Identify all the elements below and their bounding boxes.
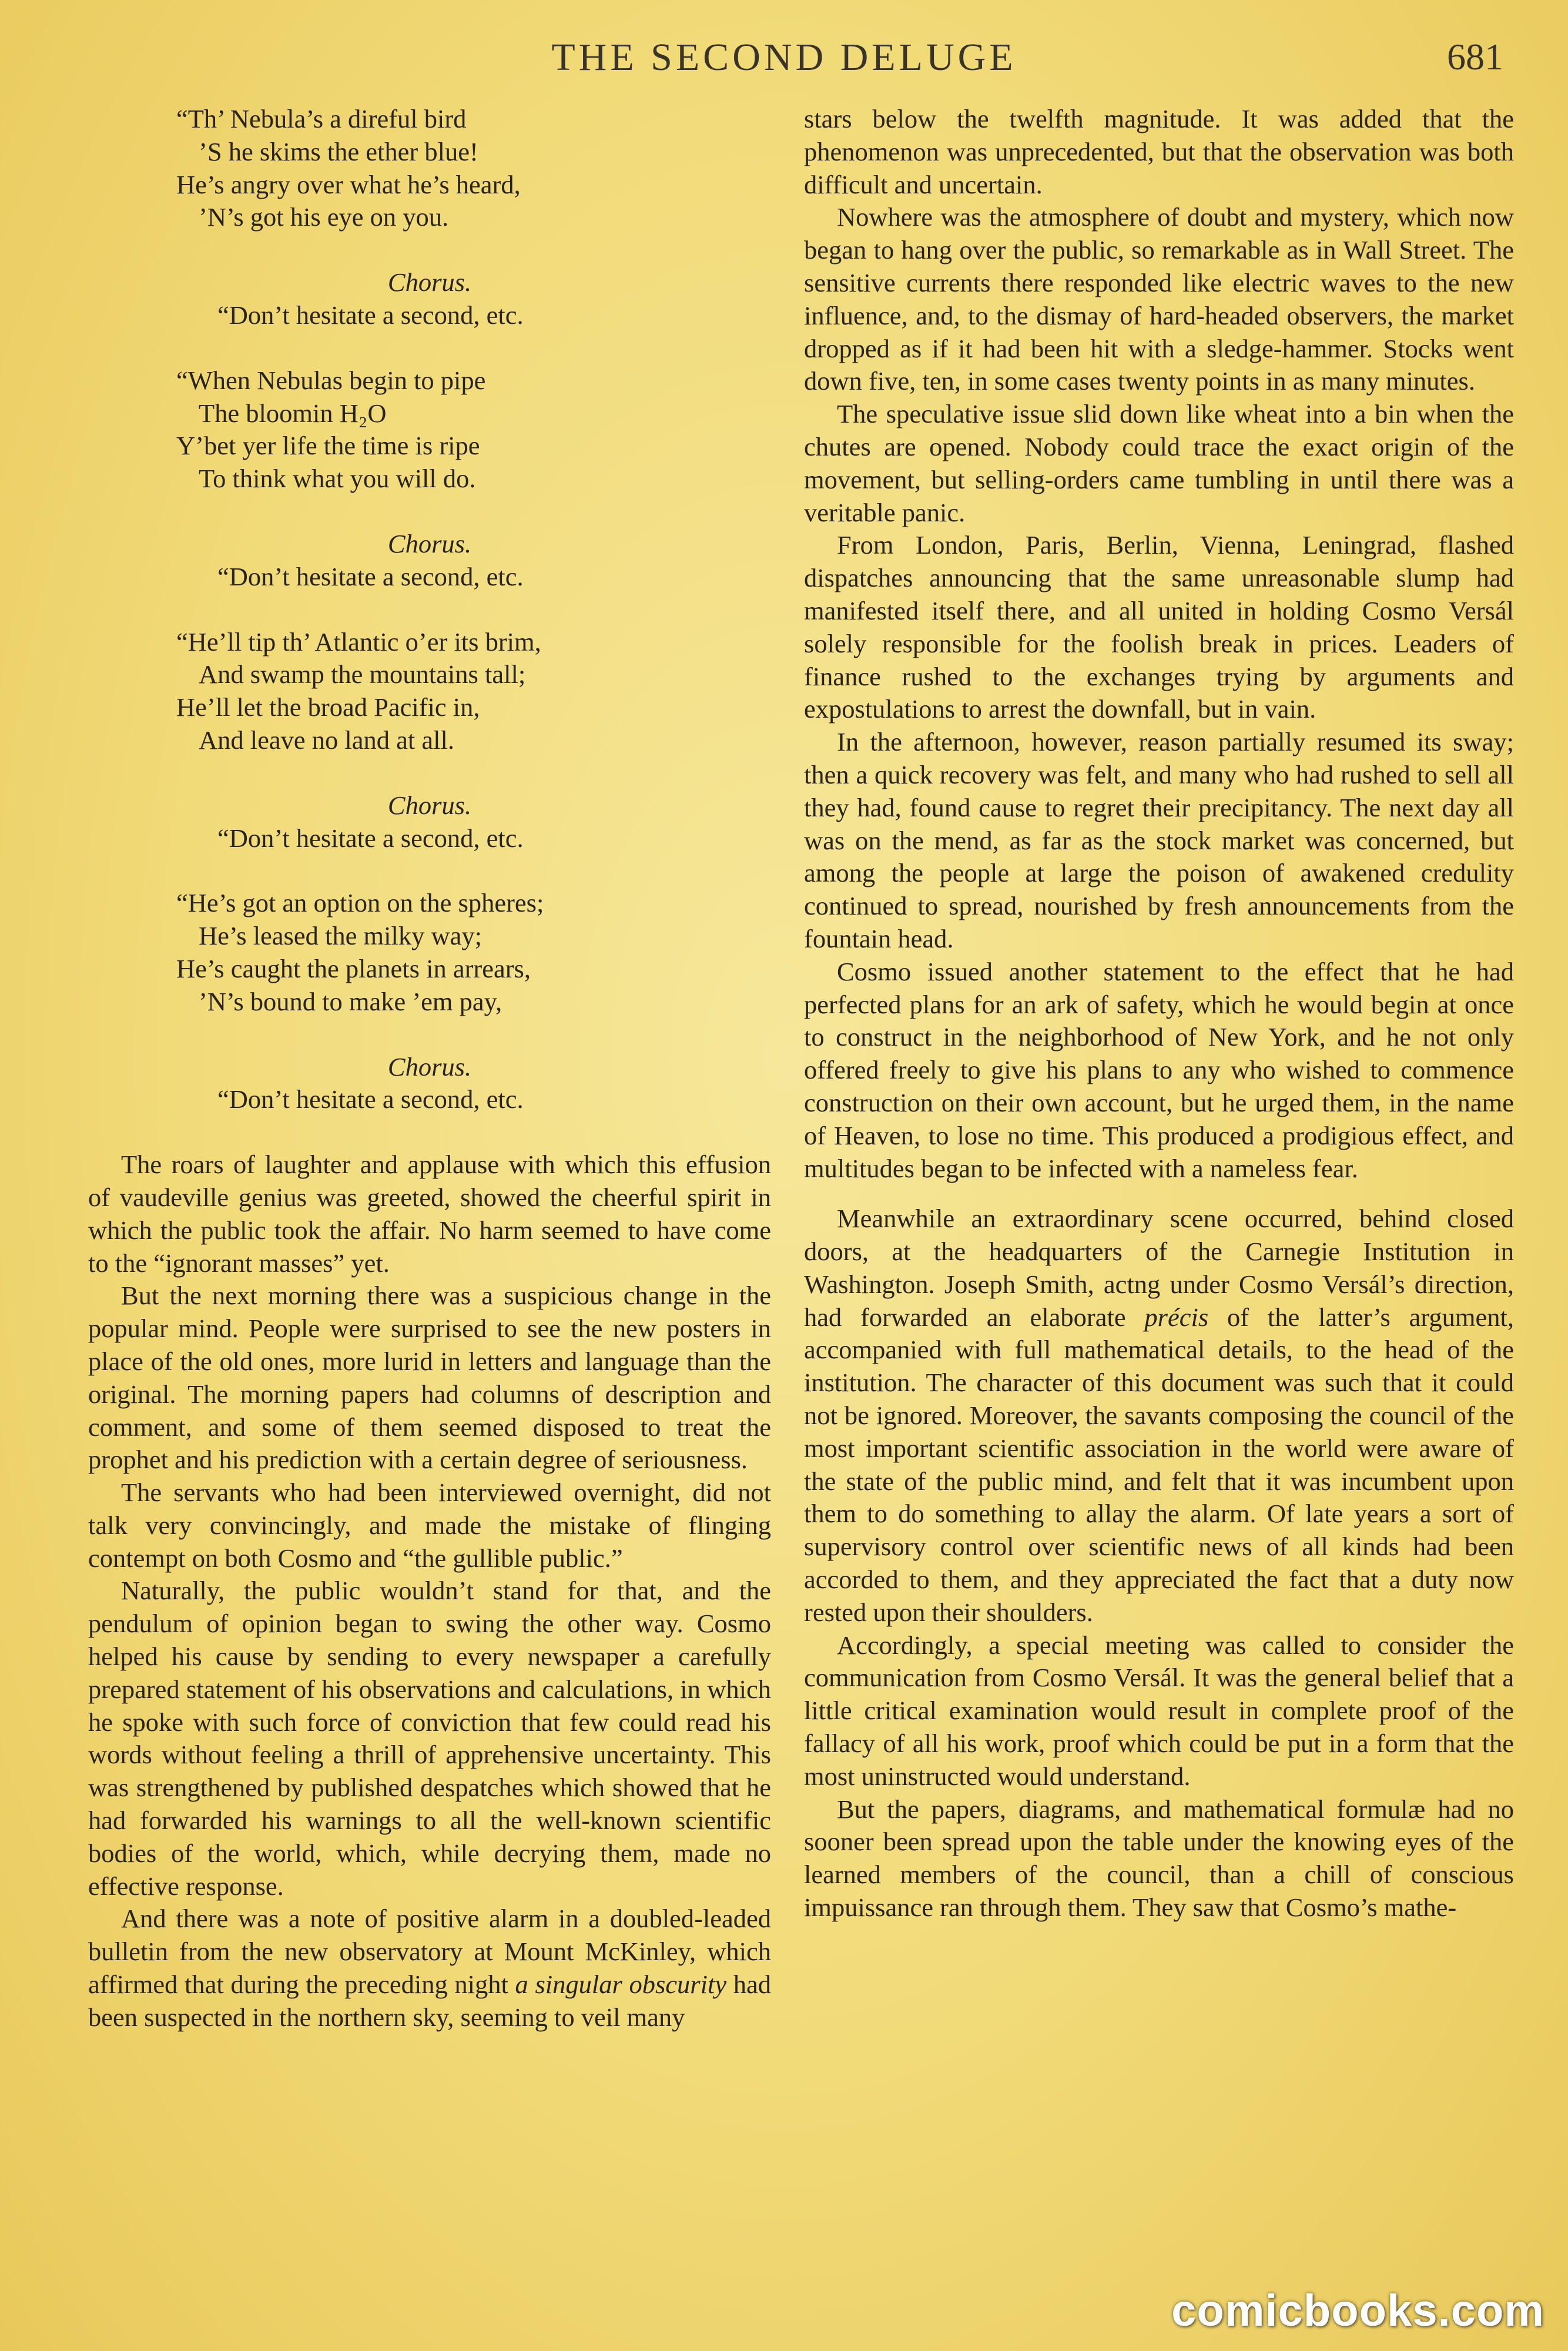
paragraph: The servants who had been interviewed overnight, did not talk very convincingly, and made the mistake of flinging contempt on both Cosmo and “the gullible public.” <box>88 1478 771 1573</box>
poem-verse <box>176 887 764 1018</box>
poem-line: Y’bet yer life the time is ripe <box>176 431 480 461</box>
paragraph: The roars of laughter and applause with which this effusion of vaudeville genius was greeted, showed the cheerful spirit in which the public took the affair. No harm seemed to have come to the “ignorant masses” yet. <box>88 1150 771 1278</box>
poem-line: “When Nebulas begin to pipe <box>176 365 486 395</box>
left-prose <box>88 1148 771 1903</box>
chorus-line: “Don’t hesitate a second, etc. <box>217 561 524 591</box>
running-title: THE SECOND DELUGE <box>551 36 1017 79</box>
paragraph-continuation: stars below the twelfth magnitude. It was added that the phenomenon was unprecedented, but that the observation was both difficult and uncertain. <box>804 104 1514 199</box>
poem-line: To think what you will do. <box>199 464 476 494</box>
chorus-line: “Don’t hesitate a second, etc. <box>217 300 524 330</box>
poem-line: “Th’ Nebula’s a direful bird <box>176 104 467 133</box>
poem-line: He’ll let the broad Pacific in, <box>176 692 480 722</box>
poem-line: “He’ll tip th’ Atlantic o’er its brim, <box>176 627 541 657</box>
page-number: 681 <box>1447 36 1503 78</box>
poem-line: And leave no land at all. <box>199 725 454 755</box>
poem-line: The bloomin H₂O <box>199 398 387 428</box>
paragraph: But the papers, diagrams, and mathematical formulæ had no sooner been spread upon the table under the knowing eyes of the learned members of the council, than a chill of conscious impuissance ran through them. They saw that Cosmo’s mathe- <box>804 1794 1514 1923</box>
paragraph: But the next morning there was a suspicious change in the popular mind. People were surprised to see the new posters in place of the old ones, more lurid in letters and language than the original. The morning papers had columns of description and comment, and some of them seemed disposed to treat the prophet and his prediction with a certain degree of seriousness. <box>88 1281 771 1475</box>
poem-line: ’N’s got his eye on you. <box>199 202 449 232</box>
poem-line: He’s leased the milky way; <box>199 921 482 951</box>
paragraph-bulletin: And there was a note of positive alarm in a doubled-leaded bulletin from the new observatory at Mount McKinley, which affirmed that during the preceding night a singular obscurity had been suspected in the northern sky, seeming to veil many <box>88 1904 771 2032</box>
chorus-label: Chorus. <box>387 528 472 558</box>
left-column <box>88 103 771 2034</box>
paragraph: The speculative issue slid down like wheat into a bin when the chutes are opened. Nobody could trace the exact origin of the movement, but selling-orders came tumbling in until there was a veritable panic. <box>804 399 1514 527</box>
poem-line: ’S he skims the ether blue! <box>199 136 478 166</box>
poem-line: And swamp the mountains tall; <box>199 659 526 689</box>
right-prose-b <box>804 1629 1514 1924</box>
watermark-logo: comicbooks.com <box>1171 2286 1544 2336</box>
paragraph: From London, Paris, Berlin, Vienna, Leningrad, flashed dispatches announcing that the same unreasonable slump had manifested itself there, and all united in holding Cosmo Versál solely responsible for the foolish break in prices. Leaders of finance rushed to the exchanges trying by arguments and expostulations to arrest the downfall, but in vain. <box>804 530 1514 724</box>
paragraph: Accordingly, a special meeting was called to consider the communication from Cosmo Versál. It was the general belief that a little critical examination would result in complete proof of the fallacy of all his work, proof which could be put in a form that the most uninstructed would understand. <box>804 1630 1514 1791</box>
right-prose-a <box>804 201 1514 1185</box>
paragraph-precis: Meanwhile an extraordinary scene occurred, behind closed doors, at the headquarters of the Carnegie Institution in Washington. Joseph Smith, actng under Cosmo Versál’s direction, had forwarded an elaborate précis of the latter’s argument, accompanied with full mathematical details, to the head of the institution. The character of this document was such that it could not be ignored. Moreover, the savants composing the council of the most important scientific association in the world were aware of the state of the public mind, and felt that it was incumbent upon them to do something to allay the alarm. Of late years a sort of supervisory control over scientific news of all kinds had been accorded to them, and they appreciated the fact that a duty now rested upon their shoulders. <box>804 1204 1514 1627</box>
paragraph: Nowhere was the atmosphere of doubt and mystery, which now began to hang over the public, so remarkable as in Wall Street. The sensitive currents there responded like electric waves to the new influence, and, to the dismay of hard-headed observers, the market dropped as if it had been hit with a sledge-hammer. Stocks went down five, ten, in some cases twenty points in as many minutes. <box>804 202 1514 396</box>
chorus-line: “Don’t hesitate a second, etc. <box>217 1084 524 1114</box>
chorus-label: Chorus. <box>387 267 472 297</box>
poem <box>176 103 764 1116</box>
paragraph: In the afternoon, however, reason partially resumed its sway; then a quick recovery was felt, and many who had rushed to sell all they had, found cause to regret their precipitancy. The next day all was on the mend, as far as the stock market was concerned, but among the people at large the poison of awakened credulity continued to spread, nourished by fresh announcements from the fountain head. <box>804 727 1514 953</box>
chorus-line: “Don’t hesitate a second, etc. <box>217 823 524 853</box>
poem-line: He’s caught the planets in arrears, <box>176 953 531 983</box>
chorus-label: Chorus. <box>387 790 472 820</box>
poem-line: ’N’s bound to make ’em pay, <box>199 986 502 1016</box>
paragraph: Cosmo issued another statement to the effect that he had perfected plans for an ark of safety, which he would begin at once to construct in the neighborhood of New York, and he not only offered freely to give his plans to any who wished to commence construction on their own account, but he urged them, in the name of Heaven, to lose no time. This produced a prodigious effect, and multitudes began to be infected with a nameless fear. <box>804 956 1514 1183</box>
poem-line: “He’s got an option on the spheres; <box>176 888 544 918</box>
poem-verse <box>176 364 764 495</box>
right-column <box>804 103 1514 1924</box>
paragraph: Naturally, the public wouldn’t stand for that, and the pendulum of opinion began to swing the other way. Cosmo helped his cause by sending to every newspaper a carefully prepared statement of his observations and calculations, in which he spoke with such force of conviction that few could read his words without feeling a thrill of apprehensive uncertainty. This was strengthened by published despatches which showed that he had forwarded his warnings to all the well-known scientific bodies of the world, which, while decrying them, made no effective response. <box>88 1576 771 1901</box>
poem-verse <box>176 103 764 234</box>
poem-verse <box>176 626 764 757</box>
poem-line: He’s angry over what he’s heard, <box>176 169 521 199</box>
page-header <box>0 35 1568 100</box>
chorus-label: Chorus. <box>387 1051 472 1081</box>
